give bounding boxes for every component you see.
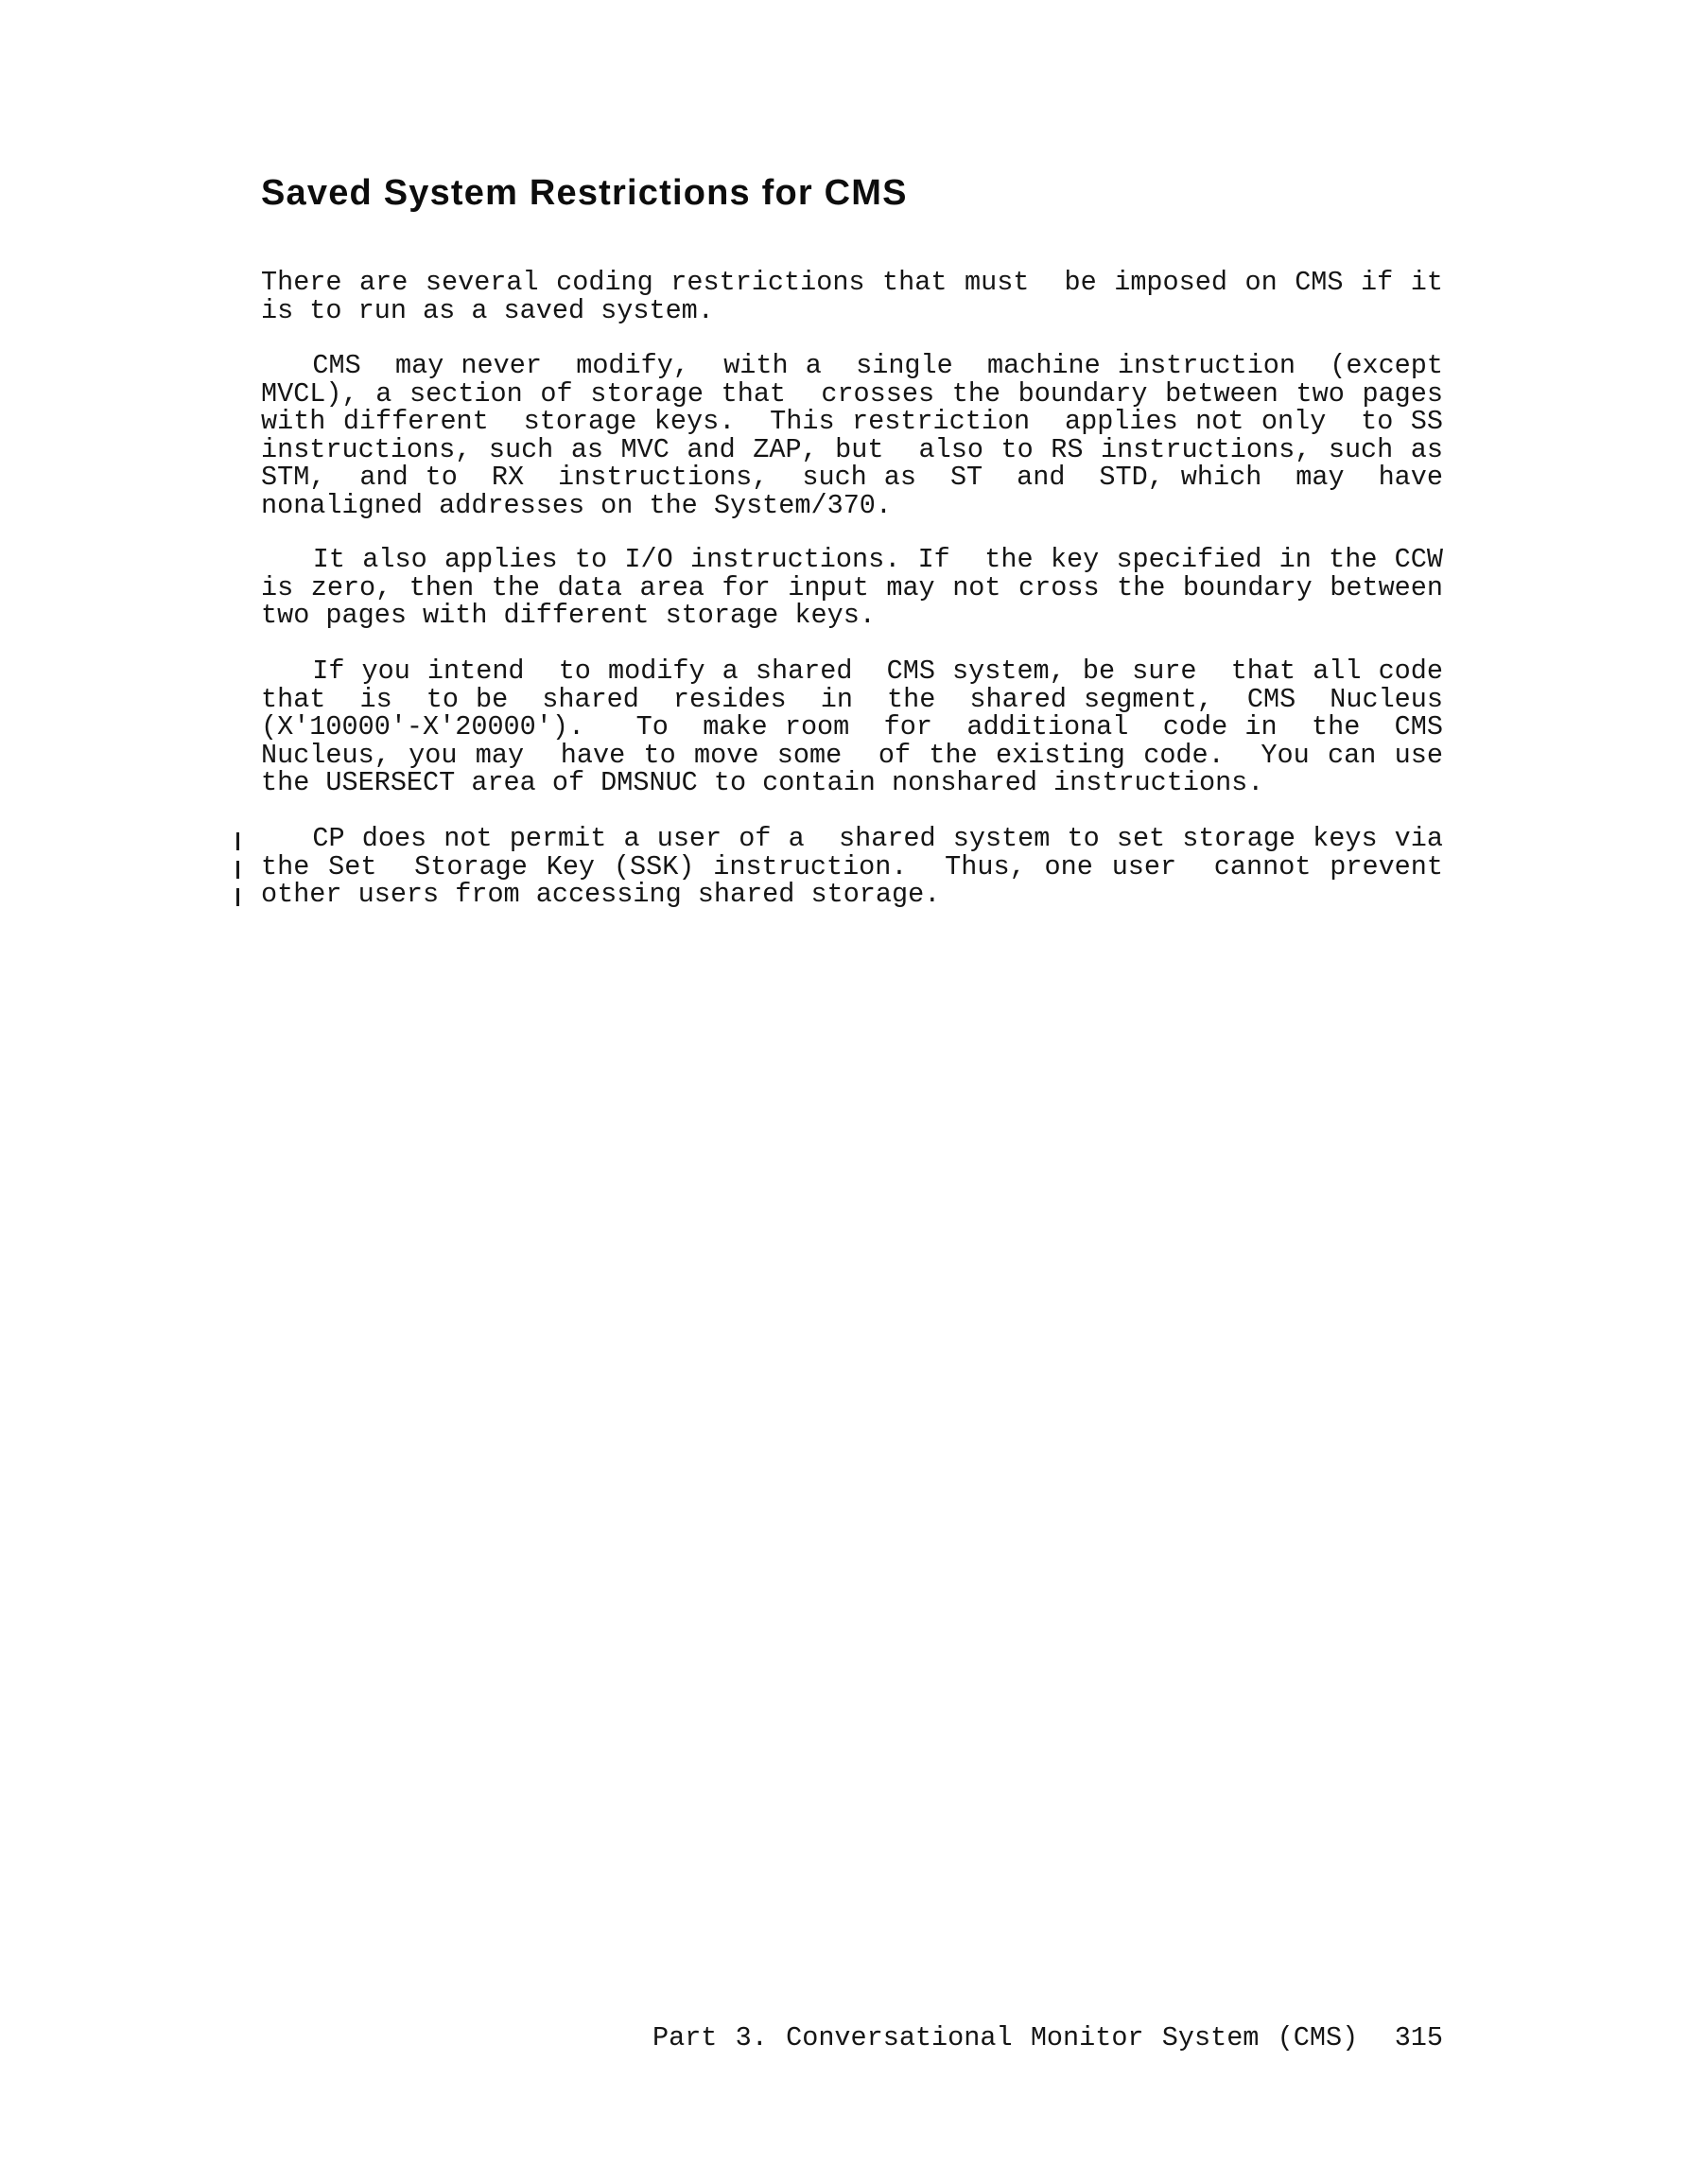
revision-bar xyxy=(236,888,239,906)
text-line: STM, and to RX instructions, such as ST and STD, which may have xyxy=(261,462,1443,494)
text-line: that is to be shared resides in the shared segment, CMS Nucleus xyxy=(261,683,1443,715)
text-line: nonaligned addresses on the System/370. xyxy=(261,489,893,521)
text-line: the Set Storage Key (SSK) instruction. Thus, one user cannot prevent xyxy=(261,850,1443,882)
paragraph-io-instructions xyxy=(261,546,1443,630)
text-line: (X'10000'-X'20000'). To make room for additional code in the CMS xyxy=(261,711,1443,743)
text-line: two pages with different storage keys. xyxy=(261,600,876,632)
paragraph-ssk-instruction xyxy=(261,825,1443,909)
text-line: There are several coding restrictions that must be imposed on CMS if it xyxy=(261,267,1443,298)
paragraph-intro xyxy=(261,269,1443,324)
text-line: CMS may never modify, with a single machine instruction (except xyxy=(261,350,1443,381)
text-line: is to run as a saved system. xyxy=(261,294,714,326)
paragraph-shared-segment xyxy=(261,657,1443,797)
text-line: is zero, then the data area for input may not cross the boundary between xyxy=(261,571,1443,603)
text-line: It also applies to I/O instructions. If the key specified in the CCW xyxy=(261,544,1443,575)
revision-bar xyxy=(236,832,239,850)
paragraph-mvcl-restriction xyxy=(261,352,1443,520)
text-line: Nucleus, you may have to move some of the existing code. You can use xyxy=(261,739,1443,771)
text-line: If you intend to modify a shared CMS system, be sure that all code xyxy=(261,655,1443,687)
text-line: instructions, such as MVC and ZAP, but also to RS instructions, such as xyxy=(261,433,1443,465)
text-line: MVCL), a section of storage that crosses the boundary between two pages xyxy=(261,377,1443,410)
page-title: Saved System Restrictions for CMS xyxy=(261,173,908,213)
page-footer: Part 3. Conversational Monitor System (CMS) 315 xyxy=(652,2022,1443,2053)
text-line: CP does not permit a user of a shared system to set storage keys via xyxy=(261,823,1443,854)
revision-bar xyxy=(236,861,239,879)
text-line: the USERSECT area of DMSNUC to contain nonshared instructions. xyxy=(261,767,1264,799)
text-line: with different storage keys. This restriction applies not only to SS xyxy=(261,406,1443,438)
text-line: other users from accessing shared storage. xyxy=(261,879,941,911)
